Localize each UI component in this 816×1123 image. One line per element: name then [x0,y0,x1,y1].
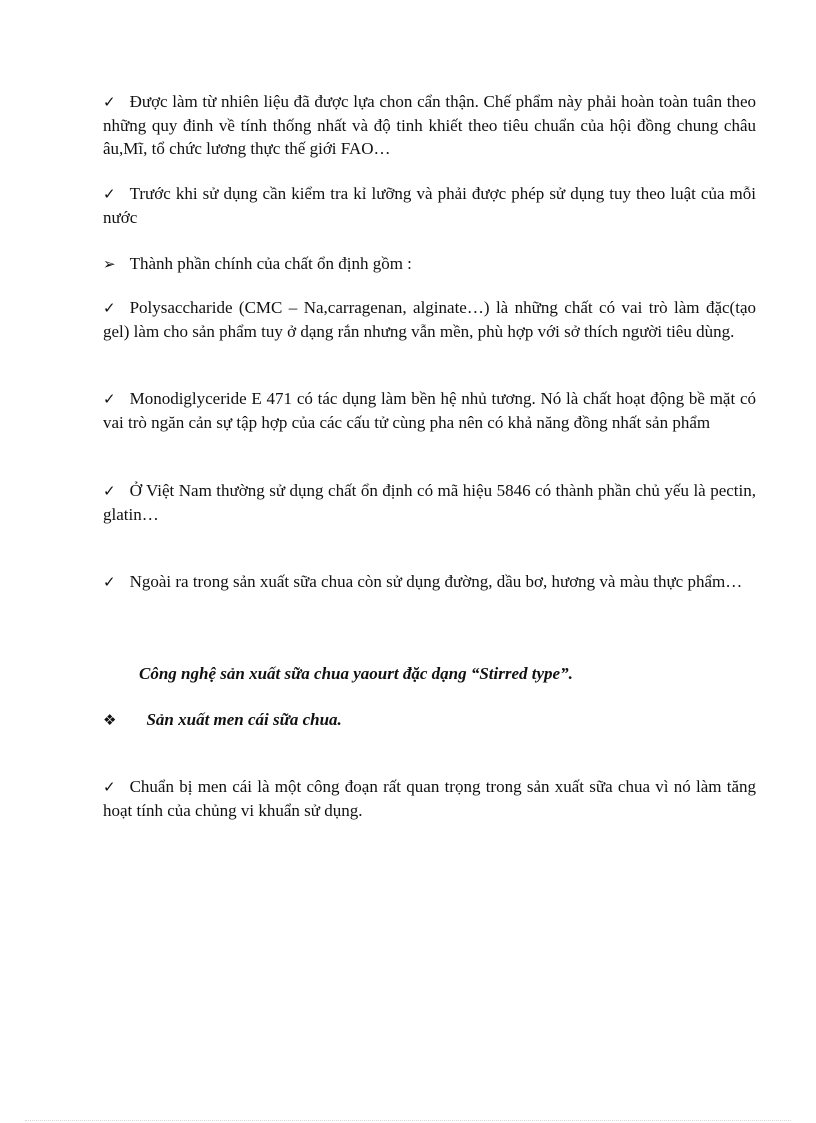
diamond-bullet-icon: ❖ [103,711,117,729]
paragraph-other-additives [103,570,756,594]
paragraph-text: Được làm từ nhiên liệu đã được lựa chon cẩn thận. Chế phẩm này phải hoàn toàn tuân theo những quy đinh về tính thống nhất và độ tinh khiết theo tiêu chuẩn của hội đồng chung châu âu,Mĩ, tổ chức lương thực thế giới FAO… [103,92,756,158]
page-bottom-divider [25,1120,791,1121]
checkmark-icon: ✓ [103,185,116,203]
paragraph-text: Polysaccharide (CMC – Na,carragenan, alginate…) là những chất có vai trò làm đặc(tạo gel) làm cho sản phẩm tuy ở dạng rắn nhưng vẫn mền, phù hợp với sở thích người tiêu dùng. [103,298,756,341]
paragraph-starter-culture [103,775,756,822]
paragraph-text: Thành phần chính của chất ổn định gồm : [129,254,412,273]
paragraph-monodiglyceride [103,387,756,434]
subsection-heading [103,708,342,732]
paragraph-text: Ở Việt Nam thường sử dụng chất ổn định có mã hiệu 5846 có thành phần chủ yếu là pectin, glatin… [103,481,756,524]
paragraph-text: Trước khi sử dụng cần kiểm tra kỉ lưỡng và phải được phép sử dụng tuy theo luật của mỗi nước [103,184,756,227]
paragraph-vietnam-stabilizer [103,479,756,526]
subsection-title: Sản xuất men cái sữa chua. [146,710,342,729]
paragraph-text: Monodiglyceride E 471 có tác dụng làm bền hệ nhủ tương. Nó là chất hoạt động bề mặt có vai trò ngăn cản sự tập hợp của các cấu tử cùng pha nên có khả năng đồng nhất sản phẩm [103,389,756,432]
checkmark-icon: ✓ [103,299,116,317]
checkmark-icon: ✓ [103,778,116,796]
checkmark-icon: ✓ [103,573,116,591]
arrowhead-bullet-icon: ➢ [103,255,116,273]
paragraph-text: Ngoài ra trong sản xuất sữa chua còn sử dụng đường, dầu bơ, hương và màu thực phẩm… [129,572,743,591]
section-title: Công nghệ sản xuất sữa chua yaourt đặc dạng “Stirred type”. [139,664,573,683]
checkmark-icon: ✓ [103,93,116,111]
checkmark-icon: ✓ [103,482,116,500]
paragraph-main-components [103,252,756,276]
paragraph-text: Chuẩn bị men cái là một công đoạn rất quan trọng trong sản xuất sữa chua vì nó làm tăng hoạt tính của chủng vi khuẩn sử dụng. [103,777,756,820]
paragraph-ingredients-source [103,90,756,160]
paragraph-polysaccharide [103,296,756,343]
paragraph-inspection [103,182,756,229]
checkmark-icon: ✓ [103,390,116,408]
